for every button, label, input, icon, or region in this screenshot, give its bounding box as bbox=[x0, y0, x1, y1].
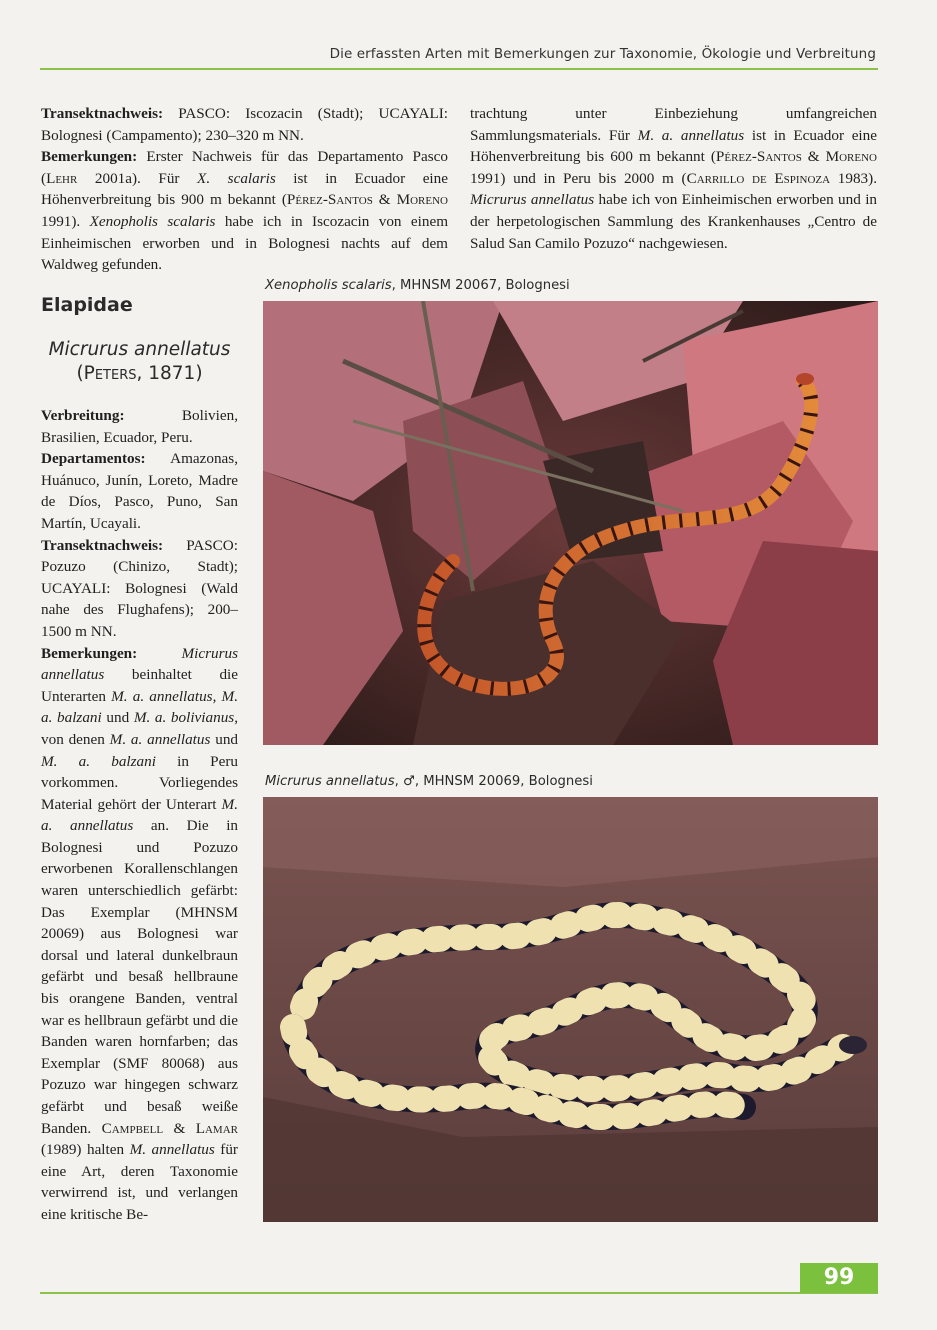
species-authority: (Peters, 1871) bbox=[76, 363, 203, 384]
bemerkungen-label: Bemerkungen: bbox=[41, 644, 138, 662]
text: habe ich in Iscozacin von einem Einheimischen erworben und in Bolognesi nachts auf dem Waldweg gefunden. bbox=[41, 212, 449, 274]
caption-text: , MHNSM 20067, Bolognesi bbox=[391, 278, 570, 293]
text: , bbox=[212, 687, 222, 705]
taxon: M. a. bolivianus bbox=[133, 709, 235, 727]
text: , von denen bbox=[41, 709, 238, 748]
year: , 1871) bbox=[136, 363, 203, 384]
caption-text: , ♂, MHNSM 20069, Bolognesi bbox=[394, 774, 593, 789]
verbreitung-label: Verbreitung: bbox=[41, 407, 125, 424]
text: (1989) halten bbox=[41, 1141, 130, 1159]
transekt-text: PASCO: Iscozacin (Stadt); UCAYALI: Bolognesi (Campamento); 230–320 m NN. bbox=[41, 105, 448, 144]
transekt-paragraph-2 bbox=[41, 535, 238, 643]
transekt-label: Transektnachweis: bbox=[41, 536, 164, 554]
taxon: M. a. annellatus bbox=[109, 730, 211, 748]
text: Bolivien, Brasilien, Ecuador, Peru. bbox=[41, 407, 238, 446]
taxon: M. a. balzani bbox=[41, 752, 156, 770]
text: PASCO: Pozuzo (Chinizo, Stadt); UCAYALI: Bolognesi (Wald nahe des Flughafens); 200–1500 m NN. bbox=[41, 536, 238, 640]
taxon: Xenopholis scalaris bbox=[89, 212, 216, 230]
text: 1983). bbox=[830, 169, 877, 187]
text: Erster Nachweis für das Departamento Pasco ( bbox=[41, 148, 448, 187]
bemerkungen-paragraph-2 bbox=[41, 643, 238, 1226]
verbreitung-paragraph bbox=[41, 405, 238, 448]
text: 1991) und in Peru bis 2000 m ( bbox=[470, 169, 687, 187]
continuation-paragraph bbox=[470, 103, 877, 254]
bemerkungen-paragraph bbox=[41, 146, 448, 276]
text: und bbox=[210, 730, 239, 748]
footer-rule bbox=[40, 1292, 878, 1294]
species-heading bbox=[41, 338, 238, 386]
taxon: Micrurus annellatus bbox=[41, 644, 238, 684]
header-rule bbox=[40, 68, 878, 70]
running-header: Die erfassten Arten mit Bemerkungen zur Taxonomie, Ökologie und Verbreitung bbox=[329, 46, 876, 62]
text-column-narrow bbox=[41, 405, 238, 1226]
text: an. Die in Bolognesi und Pozuzo erworbenen Korallenschlangen waren unterschiedlich gefärbt: Das Exemplar (MHNSM 20069) aus Bolognesi war dorsal und lateral dunkelbraun gefärbt und besaß hellbraune bis orangene Banden, ventral war es hellbraun gefärbt und die Banden waren hornfarben; das Exemplar (SMF 80068) aus Pozuzo war hingegen schwarz gefärbt und besaß weiße Banden. bbox=[41, 817, 239, 1137]
text: ist in Ecuador eine Höhenverbreitung bis 900 m bekannt ( bbox=[41, 169, 448, 209]
taxon: M. a. annellatus bbox=[637, 126, 745, 144]
author: Lehr bbox=[46, 169, 78, 187]
departamentos-paragraph bbox=[41, 448, 238, 534]
bemerkungen-label: Bemerkungen: bbox=[41, 148, 138, 166]
text: 1991). bbox=[41, 212, 90, 230]
text: 2001a). Für bbox=[77, 169, 198, 187]
photo-xenopholis-scalaris bbox=[263, 301, 878, 745]
text: in Peru vorkommen. Vorliegendes Material gehört der Unterart bbox=[41, 752, 238, 813]
text: ist in Ecuador eine Höhenverbreitung bis 600 m bekannt ( bbox=[470, 126, 877, 166]
taxon: M. a. annellatus bbox=[41, 795, 238, 835]
photo-caption-1 bbox=[265, 278, 570, 293]
caption-taxon: Micrurus annellatus bbox=[265, 774, 395, 789]
author: Pérez-Santos & Moreno bbox=[715, 148, 878, 166]
departamentos-label: Departamentos: bbox=[41, 450, 146, 468]
transekt-paragraph bbox=[41, 103, 448, 146]
taxon: M. annellatus bbox=[129, 1141, 215, 1159]
caption-taxon: Xenopholis scalaris bbox=[265, 278, 392, 293]
author: Peters bbox=[83, 363, 137, 384]
species-name: Micrurus annellatus bbox=[48, 339, 231, 360]
family-heading: Elapidae bbox=[41, 294, 133, 316]
author: Campbell & Lamar bbox=[101, 1119, 238, 1137]
text: trachtung unter Einbeziehung umfangreichen Sammlungsmaterials. Für bbox=[470, 105, 877, 144]
text-column-right bbox=[470, 103, 877, 254]
text: habe ich von Einheimischen erworben und in der herpetologischen Sammlung des Krankenhauses „Centro de Salud San Camilo Pozuzo“ nachgewiesen. bbox=[470, 191, 878, 252]
page-number: 99 bbox=[800, 1263, 878, 1293]
photo-micrurus-annellatus bbox=[263, 797, 878, 1222]
transekt-label: Transektnachweis: bbox=[41, 105, 164, 122]
taxon: M. a. annellatus bbox=[111, 687, 213, 705]
text: Amazonas, Huánuco, Junín, Loreto, Madre de Díos, Pasco, Puno, San Martín, Ucayali. bbox=[41, 450, 238, 532]
taxon: Micrurus annellatus bbox=[470, 191, 595, 209]
author: Pérez-Santos & Moreno bbox=[286, 191, 449, 209]
text-column-left bbox=[41, 103, 448, 276]
taxon: X. scalaris bbox=[197, 169, 276, 187]
photo-caption-2 bbox=[265, 774, 593, 789]
text: beinhaltet die Unterarten bbox=[41, 666, 238, 705]
taxon: M. a. balzani bbox=[41, 687, 238, 727]
text: und bbox=[101, 709, 134, 727]
text: für eine Art, deren Taxonomie verwirrend ist, und verlangen eine kritische Be- bbox=[41, 1141, 238, 1223]
author: Carrillo de Espinoza bbox=[686, 169, 831, 187]
